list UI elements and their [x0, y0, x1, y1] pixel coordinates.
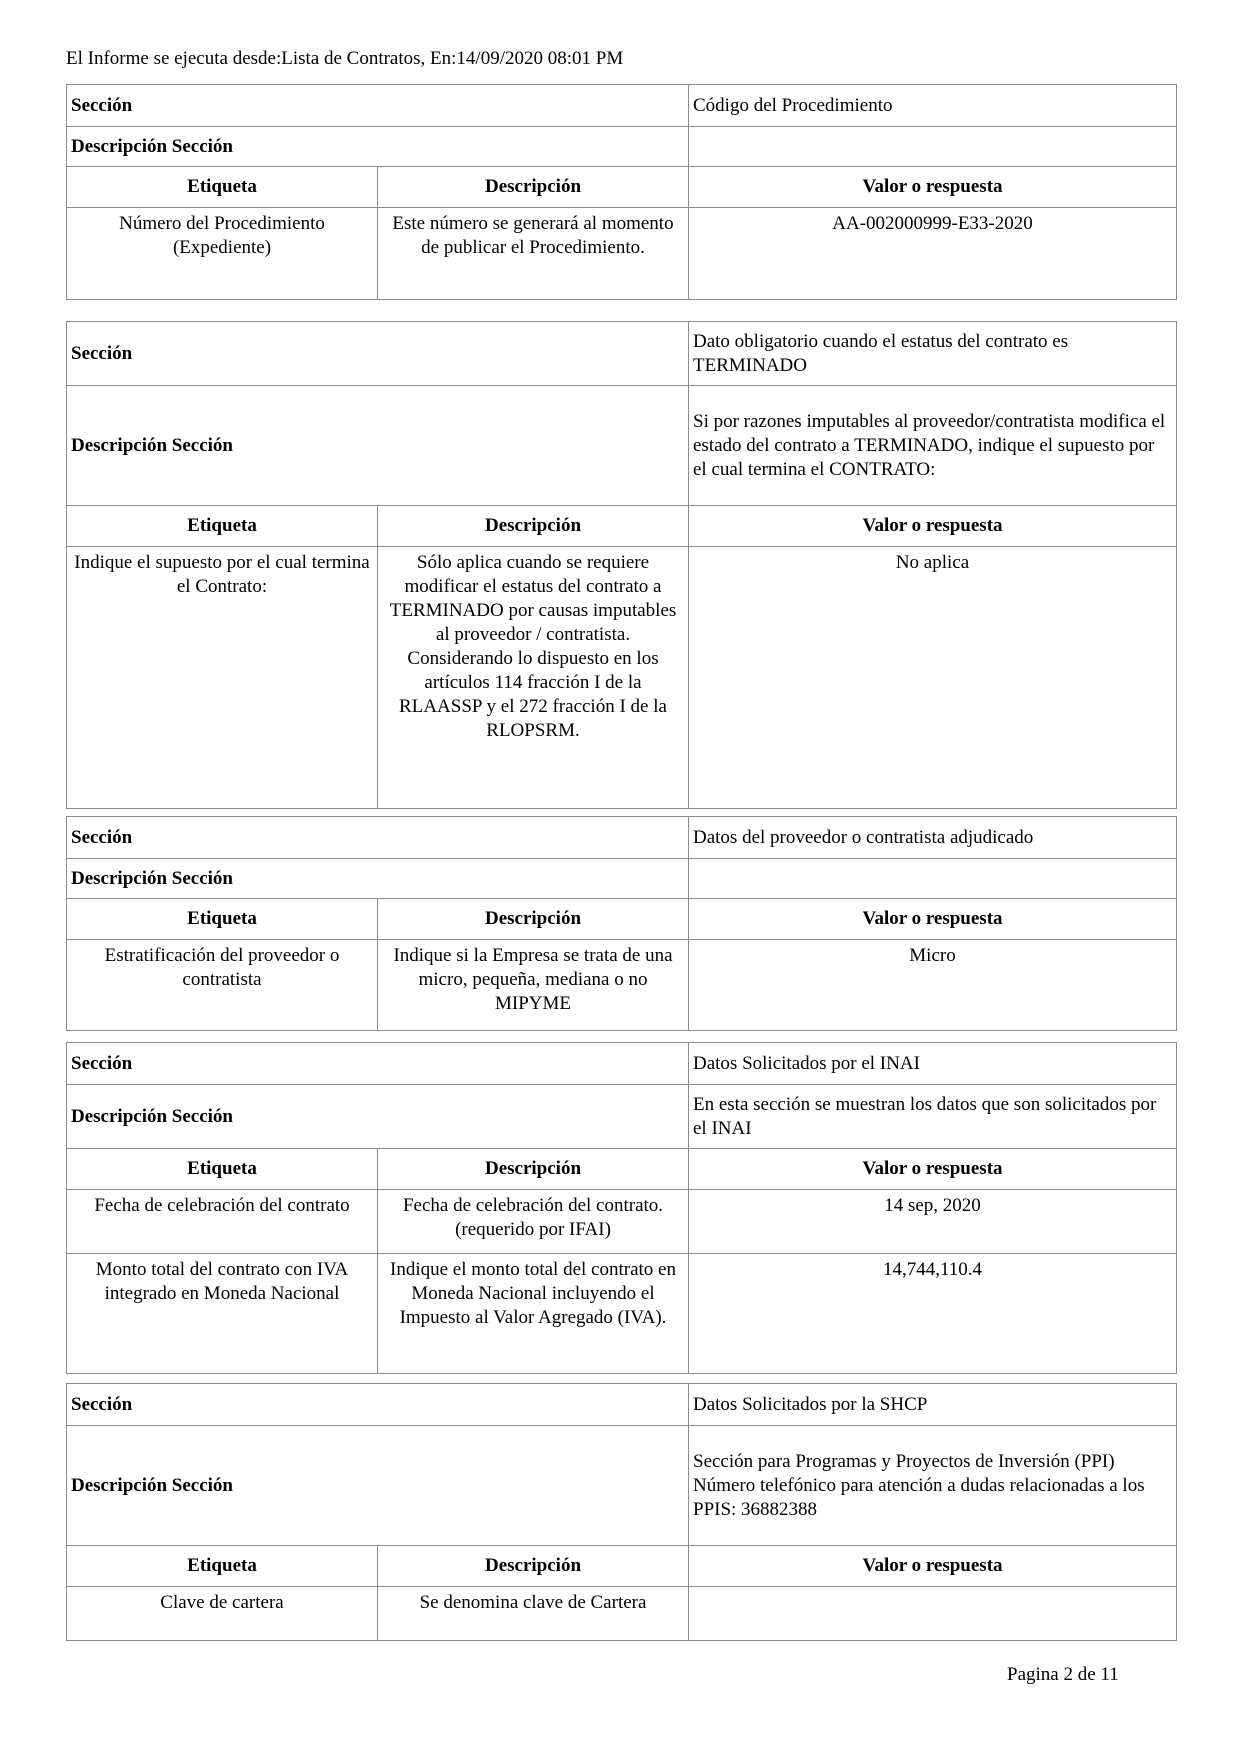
column-header-row [67, 1546, 1177, 1587]
etiqueta-cell: Monto total del contrato con IVA integrado en Moneda Nacional [67, 1254, 378, 1374]
descripcion-cell: Fecha de celebración del contrato. (requerido por IFAI) [378, 1190, 689, 1254]
table-row [67, 1190, 1177, 1254]
report-header: El Informe se ejecuta desde:Lista de Contratos, En:14/09/2020 08:01 PM [66, 48, 624, 69]
section-title-row [67, 85, 1177, 127]
section-title: Datos Solicitados por la SHCP [689, 1384, 1177, 1426]
descripcion-seccion-label: Descripción Sección [67, 859, 689, 899]
seccion-label: Sección [67, 817, 689, 859]
etiqueta-cell: Estratificación del proveedor o contratista [67, 940, 378, 1031]
section-title-row [67, 1384, 1177, 1426]
descripcion-seccion-label: Descripción Sección [67, 1426, 689, 1546]
etiqueta-header: Etiqueta [67, 899, 378, 940]
column-header-row [67, 167, 1177, 208]
descripcion-cell: Indique si la Empresa se trata de una micro, pequeña, mediana o no MIPYME [378, 940, 689, 1031]
etiqueta-cell: Indique el supuesto por el cual termina el Contrato: [67, 547, 378, 809]
descripcion-seccion-label: Descripción Sección [67, 1085, 689, 1149]
section-description: Sección para Programas y Proyectos de Inversión (PPI) Número telefónico para atención a dudas relacionadas a los PPIS: 36882388 [689, 1426, 1177, 1546]
section-table-codigo [66, 84, 1177, 300]
seccion-label: Sección [67, 1384, 689, 1426]
valor-header: Valor o respuesta [689, 506, 1177, 547]
descripcion-header: Descripción [378, 167, 689, 208]
section-description-row [67, 1085, 1177, 1149]
table-row [67, 547, 1177, 809]
seccion-label: Sección [67, 85, 689, 127]
section-table-terminado [66, 321, 1177, 809]
section-title: Datos Solicitados por el INAI [689, 1043, 1177, 1085]
section-title: Dato obligatorio cuando el estatus del contrato es TERMINADO [689, 322, 1177, 386]
seccion-label: Sección [67, 322, 689, 386]
table-row [67, 1254, 1177, 1374]
valor-cell [689, 1587, 1177, 1641]
etiqueta-cell: Número del Procedimiento (Expediente) [67, 208, 378, 300]
section-table-shcp [66, 1383, 1177, 1641]
etiqueta-header: Etiqueta [67, 167, 378, 208]
valor-cell: No aplica [689, 547, 1177, 809]
valor-cell: Micro [689, 940, 1177, 1031]
section-description-row [67, 859, 1177, 899]
descripcion-seccion-label: Descripción Sección [67, 127, 689, 167]
etiqueta-cell: Clave de cartera [67, 1587, 378, 1641]
valor-cell: 14 sep, 2020 [689, 1190, 1177, 1254]
table-row [67, 1587, 1177, 1641]
descripcion-header: Descripción [378, 1546, 689, 1587]
page-number: Pagina 2 de 11 [1007, 1664, 1119, 1685]
section-title-row [67, 817, 1177, 859]
valor-header: Valor o respuesta [689, 1546, 1177, 1587]
descripcion-cell: Se denomina clave de Cartera [378, 1587, 689, 1641]
valor-header: Valor o respuesta [689, 167, 1177, 208]
section-title-row [67, 322, 1177, 386]
column-header-row [67, 899, 1177, 940]
seccion-label: Sección [67, 1043, 689, 1085]
etiqueta-header: Etiqueta [67, 1149, 378, 1190]
section-description-row [67, 386, 1177, 506]
valor-header: Valor o respuesta [689, 1149, 1177, 1190]
descripcion-header: Descripción [378, 1149, 689, 1190]
etiqueta-cell: Fecha de celebración del contrato [67, 1190, 378, 1254]
descripcion-cell: Indique el monto total del contrato en Moneda Nacional incluyendo el Impuesto al Valor Agregado (IVA). [378, 1254, 689, 1374]
table-row [67, 208, 1177, 300]
etiqueta-header: Etiqueta [67, 1546, 378, 1587]
section-title-row [67, 1043, 1177, 1085]
column-header-row [67, 506, 1177, 547]
section-table-inai [66, 1042, 1177, 1374]
valor-header: Valor o respuesta [689, 899, 1177, 940]
section-description [689, 859, 1177, 899]
section-description-row [67, 127, 1177, 167]
descripcion-seccion-label: Descripción Sección [67, 386, 689, 506]
etiqueta-header: Etiqueta [67, 506, 378, 547]
descripcion-header: Descripción [378, 506, 689, 547]
section-description [689, 127, 1177, 167]
table-row [67, 940, 1177, 1031]
section-table-proveedor [66, 816, 1177, 1031]
valor-cell: AA-002000999-E33-2020 [689, 208, 1177, 300]
section-title: Datos del proveedor o contratista adjudicado [689, 817, 1177, 859]
column-header-row [67, 1149, 1177, 1190]
section-description: Si por razones imputables al proveedor/contratista modifica el estado del contrato a TERMINADO, indique el supuesto por el cual termina el CONTRATO: [689, 386, 1177, 506]
valor-cell: 14,744,110.4 [689, 1254, 1177, 1374]
section-description: En esta sección se muestran los datos que son solicitados por el INAI [689, 1085, 1177, 1149]
descripcion-cell: Este número se generará al momento de publicar el Procedimiento. [378, 208, 689, 300]
section-description-row [67, 1426, 1177, 1546]
descripcion-header: Descripción [378, 899, 689, 940]
section-title: Código del Procedimiento [689, 85, 1177, 127]
descripcion-cell: Sólo aplica cuando se requiere modificar el estatus del contrato a TERMINADO por causas imputables al proveedor / contratista. Considerando lo dispuesto en los artículos 114 fracción I de la RLAASSP y el 272 fracción I de la RLOPSRM. [378, 547, 689, 809]
